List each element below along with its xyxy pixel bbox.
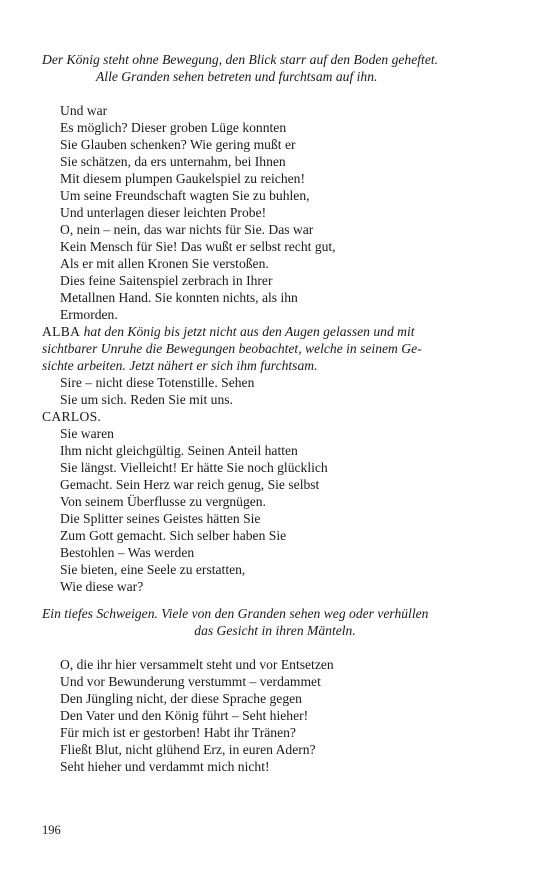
verse-line: Um seine Freundschaft wagten Sie zu buhlen, [60,188,310,203]
verse-line: Gemacht. Sein Herz war reich genug, Sie selbst [60,477,320,492]
verse-line: Und unterlagen dieser leichten Probe! [60,205,267,220]
verse-line: Und war [60,103,108,118]
verse-line: Kein Mensch für Sie! Das wußt er selbst recht gut, [60,239,336,254]
speaker-name: CARLOS. [42,409,102,424]
verse-line: Sie um sich. Reden Sie mit uns. [60,392,233,407]
verse-line: Den Jüngling nicht, der diese Sprache gegen [60,691,302,706]
verse-line: Sie schätzen, da ers unternahm, bei Ihnen [60,154,286,169]
verse-line: Den Vater und den König führt – Seht hieher! [60,708,309,723]
stage-direction-line: Der König steht ohne Bewegung, den Blick starr auf den Boden geheftet. [42,52,439,67]
stage-direction-line: das Gesicht in ihren Mänteln. [194,623,356,638]
verse-line: Fließt Blut, nicht glühend Erz, in euren Adern? [60,742,316,757]
verse-line: Es möglich? Dieser groben Lüge konnten [60,120,287,135]
verse-line: Ihm nicht gleichgültig. Seinen Anteil hatten [60,443,298,458]
verse-line: O, nein – nein, das war nichts für Sie. Das war [60,222,314,237]
verse-line: Sie Glauben schenken? Wie gering mußt er [60,137,296,152]
verse-line: O, die ihr hier versammelt steht und vor Entsetzen [60,657,334,672]
verse-line: Wie diese war? [60,579,144,594]
stage-direction-text: hat den König bis jetzt nicht aus den Augen gelassen und mit [83,324,415,339]
verse-line: Für mich ist er gestorben! Habt ihr Tränen? [60,725,296,740]
verse-line: Zum Gott gemacht. Sich selber haben Sie [60,528,287,543]
verse-line: Sie längst. Vielleicht! Er hätte Sie noch glücklich [60,460,328,475]
verse-line: Mit diesem plumpen Gaukelspiel zu reichen! [60,171,305,186]
verse-line: Sie waren [60,426,114,441]
verse-line: Bestohlen – Was werden [60,545,195,560]
verse-line: Sire – nicht diese Totenstille. Sehen [60,375,255,390]
verse-line: Sie bieten, eine Seele zu erstatten, [60,562,246,577]
speaker-direction-line [42,323,415,340]
verse-line: Metallnen Hand. Sie konnten nichts, als ihn [60,290,298,305]
verse-line: Die Splitter seines Geistes hätten Sie [60,511,261,526]
verse-line: Und vor Bewunderung verstummt – verdammet [60,674,321,689]
page-number: 196 [42,823,61,837]
stage-direction-line: Ein tiefes Schweigen. Viele von den Granden sehen weg oder verhüllen [42,606,429,621]
speaker-name: ALBA [42,324,81,339]
verse-line: Von seinem Überflusse zu vergnügen. [60,494,267,509]
verse-line: Als er mit allen Kronen Sie verstoßen. [60,256,269,271]
stage-direction-line: sichte arbeiten. Jetzt nähert er sich ihm furchtsam. [42,358,318,373]
verse-line: Seht hieher und verdammt mich nicht! [60,759,270,774]
verse-line: Ermorden. [60,307,118,322]
verse-line: Dies feine Saitenspiel zerbrach in Ihrer [60,273,273,288]
stage-direction-line: sichtbarer Unruhe die Bewegungen beobachtet, welche in seinem Ge- [42,341,422,356]
stage-direction-line: Alle Granden sehen betreten und furchtsam auf ihn. [96,69,378,84]
